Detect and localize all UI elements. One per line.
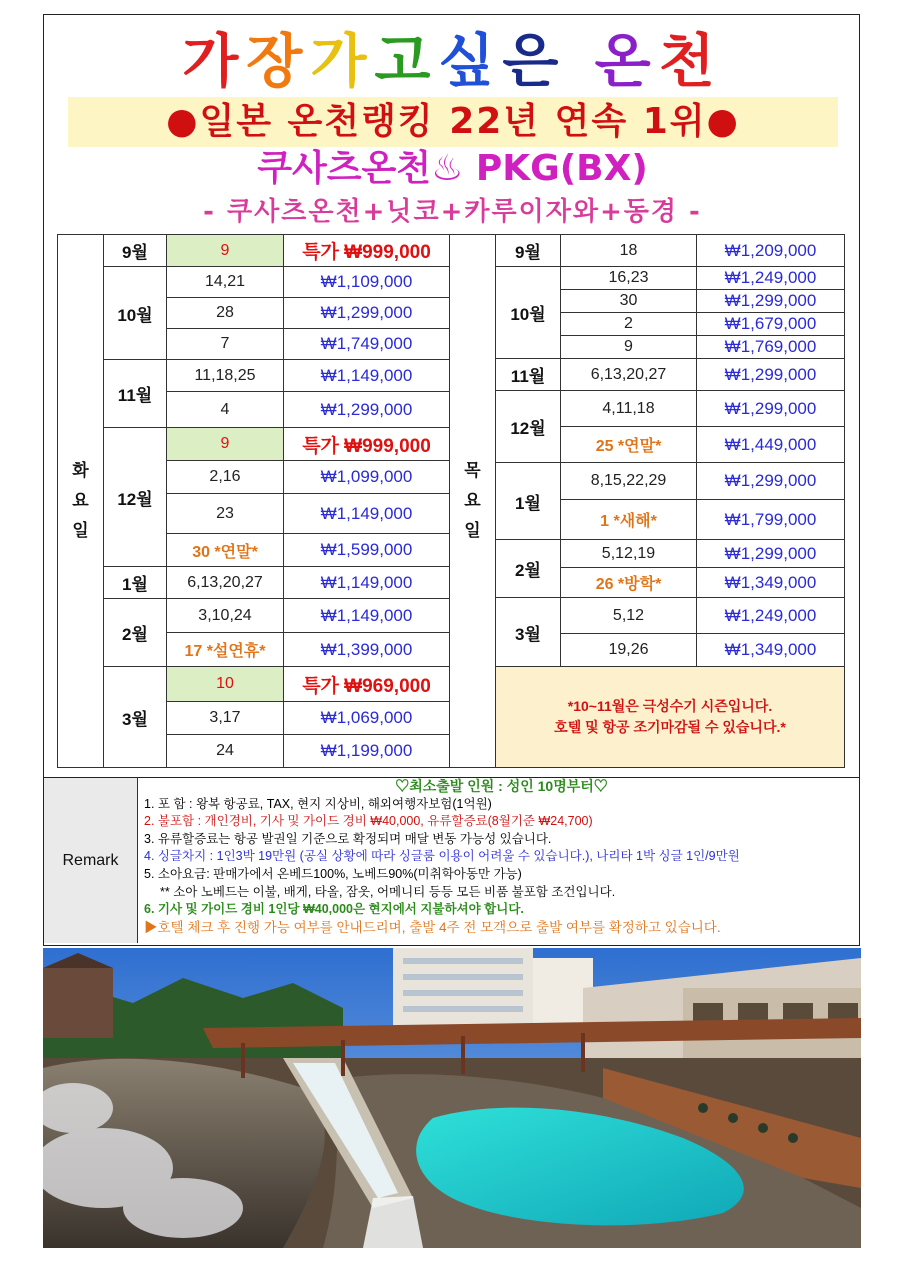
ranking-banner: ●일본 온천랭킹 22년 연속 1위● [68, 97, 838, 147]
price-cell: ₩1,099,000 [284, 461, 450, 494]
price-cell: ₩1,449,000 [697, 427, 845, 463]
schedule-row [58, 428, 450, 461]
tuesday-schedule-table [57, 234, 450, 768]
date-cell: 24 [167, 735, 284, 768]
month-cell: 10월 [104, 267, 167, 360]
price-cell: ₩1,299,000 [697, 359, 845, 391]
date-cell: 18 [561, 235, 697, 267]
month-cell: 1월 [496, 463, 561, 540]
remark-guide-fee: 6. 기사 및 가이드 경비 1인당 ₩40,000은 현지에서 지불하셔야 합니다. [144, 902, 524, 917]
date-cell: 9 [561, 336, 697, 359]
date-cell: 1 *새해* [561, 500, 697, 540]
page-title [44, 23, 861, 99]
month-cell: 10월 [496, 267, 561, 359]
date-cell: 4 [167, 392, 284, 428]
date-cell: 25 *연말* [561, 427, 697, 463]
date-cell: 3,17 [167, 702, 284, 735]
date-cell: 6,13,20,27 [167, 567, 284, 599]
remark-single-charge: 4. 싱글차지 : 1인3박 19만원 (공실 상황에 따라 싱글룸 이용이 어려울 수 있습니다.), 나리타 1박 싱글 1인/9만원 [144, 849, 740, 864]
month-cell: 1월 [104, 567, 167, 599]
price-cell: ₩1,749,000 [284, 329, 450, 360]
price-cell: ₩1,599,000 [284, 534, 450, 567]
date-cell: 30 [561, 290, 697, 313]
thursday-schedule-table [449, 234, 845, 768]
route-line: - 쿠사츠온천+닛코+카루이자와+동경 - [203, 197, 702, 227]
price-cell: ₩1,349,000 [697, 634, 845, 667]
schedule-row [58, 360, 450, 392]
title-char: 장 [246, 27, 311, 95]
schedule-row [58, 267, 450, 298]
day-label-char: 요 [72, 491, 89, 510]
title-char: 가 [310, 27, 375, 95]
price-cell: ₩1,299,000 [697, 290, 845, 313]
thursday-day-label [450, 235, 496, 768]
month-cell: 12월 [104, 428, 167, 567]
title-char: 천 [658, 27, 723, 95]
month-cell: 11월 [104, 360, 167, 428]
date-cell: 9 [167, 428, 284, 461]
price-cell: ₩1,109,000 [284, 267, 450, 298]
price-cell: ₩1,299,000 [697, 540, 845, 568]
price-cell: 특가 ₩999,000 [284, 428, 450, 461]
price-cell: ₩1,299,000 [697, 391, 845, 427]
price-cell: ₩1,299,000 [697, 463, 845, 500]
price-cell: ₩1,249,000 [697, 598, 845, 634]
price-cell: ₩1,769,000 [697, 336, 845, 359]
schedule-row [450, 463, 845, 500]
price-cell: 특가 ₩999,000 [284, 235, 450, 267]
date-cell: 28 [167, 298, 284, 329]
price-cell: ₩1,679,000 [697, 313, 845, 336]
date-cell: 14,21 [167, 267, 284, 298]
price-cell: ₩1,149,000 [284, 599, 450, 633]
month-cell: 11월 [496, 359, 561, 391]
month-cell: 3월 [104, 667, 167, 768]
remark-fuel-surcharge: 3. 유류할증료는 항공 발권일 기준으로 확정되며 매달 변동 가능성 있습니다. [144, 831, 552, 846]
note-row [450, 667, 845, 768]
schedule-row [450, 598, 845, 634]
schedule-row [450, 540, 845, 568]
price-cell: 특가 ₩969,000 [284, 667, 450, 702]
note-line: 호텔 및 항공 조기마감될 수 있습니다.* [554, 719, 786, 735]
date-cell: 23 [167, 494, 284, 534]
month-cell: 9월 [496, 235, 561, 267]
date-cell: 2,16 [167, 461, 284, 494]
remark-included: 1. 포 함 : 왕복 항공료, TAX, 현지 지상비, 해외여행자보험(1억원) [144, 796, 492, 811]
date-cell: 6,13,20,27 [561, 359, 697, 391]
tuesday-day-label [58, 235, 104, 768]
remark-label: Remark [44, 777, 138, 943]
date-cell: 30 *연말* [167, 534, 284, 567]
price-cell: ₩1,349,000 [697, 568, 845, 598]
title-char [566, 23, 594, 99]
remark-excluded: 2. 불포함 : 개인경비, 기사 및 가이드 경비 ₩40,000, 유류할증료(8월기준 ₩24,700) [144, 814, 593, 829]
schedule-row [450, 391, 845, 427]
schedule-row [450, 267, 845, 290]
title-char: 온 [594, 27, 659, 95]
price-cell: ₩1,399,000 [284, 633, 450, 667]
schedule-row [58, 599, 450, 633]
date-cell: 4,11,18 [561, 391, 697, 427]
schedule-row [58, 567, 450, 599]
remark-body [138, 777, 859, 943]
date-cell: 2 [561, 313, 697, 336]
month-cell: 2월 [496, 540, 561, 598]
month-cell: 2월 [104, 599, 167, 667]
onsen-yubatake-photo [43, 948, 861, 1248]
title-char: 은 [502, 27, 567, 95]
day-label-char: 일 [72, 521, 89, 540]
date-cell: 10 [167, 667, 284, 702]
schedule-row [58, 235, 450, 267]
price-cell: ₩1,149,000 [284, 494, 450, 534]
day-label-char: 일 [464, 521, 481, 540]
price-cell: ₩1,149,000 [284, 360, 450, 392]
price-cell: ₩1,209,000 [697, 235, 845, 267]
day-label-char: 목 [464, 461, 481, 480]
date-cell: 17 *설연휴* [167, 633, 284, 667]
min-departure: ♡최소출발 인원 : 성인 10명부터♡ [395, 778, 608, 794]
date-cell: 5,12 [561, 598, 697, 634]
peak-season-note [496, 667, 845, 768]
date-cell: 19,26 [561, 634, 697, 667]
date-cell: 26 *방학* [561, 568, 697, 598]
date-cell: 5,12,19 [561, 540, 697, 568]
month-cell: 12월 [496, 391, 561, 463]
remark-confirmation: ▶호텔 체크 후 진행 가능 여부를 안내드리며, 출발 4주 전 모객으로 출발 여부를 확정하고 있습니다. [144, 919, 721, 935]
price-cell: ₩1,299,000 [284, 298, 450, 329]
price-cell: ₩1,299,000 [284, 392, 450, 428]
day-label-char: 요 [464, 491, 481, 510]
price-cell: ₩1,799,000 [697, 500, 845, 540]
day-label-char: 화 [72, 461, 89, 480]
price-cell: ₩1,069,000 [284, 702, 450, 735]
date-cell: 16,23 [561, 267, 697, 290]
date-cell: 7 [167, 329, 284, 360]
month-cell: 9월 [104, 235, 167, 267]
schedule-row [58, 667, 450, 702]
remark-child-fare: 5. 소아요금: 판매가에서 온베드100%, 노베드90%(미취학아동만 가능) [144, 866, 522, 881]
title-char: 싶 [438, 27, 503, 95]
note-line: *10~11월은 극성수기 시즌입니다. [567, 698, 773, 714]
title-char: 가 [182, 27, 247, 95]
month-cell: 3월 [496, 598, 561, 667]
flyer-frame [43, 14, 860, 946]
price-cell: ₩1,199,000 [284, 735, 450, 768]
product-name: 쿠사츠온천♨ PKG(BX) [257, 148, 648, 189]
price-cell: ₩1,249,000 [697, 267, 845, 290]
schedule-row [450, 359, 845, 391]
title-char: 고 [374, 27, 439, 95]
schedule-row [450, 235, 845, 267]
date-cell: 9 [167, 235, 284, 267]
date-cell: 3,10,24 [167, 599, 284, 633]
date-cell: 8,15,22,29 [561, 463, 697, 500]
price-cell: ₩1,149,000 [284, 567, 450, 599]
date-cell: 11,18,25 [167, 360, 284, 392]
remark-child-nobed: ** 소아 노베드는 이불, 배게, 타올, 잠옷, 어메니티 등등 모든 비품 불포함 조건입니다. [160, 884, 616, 899]
